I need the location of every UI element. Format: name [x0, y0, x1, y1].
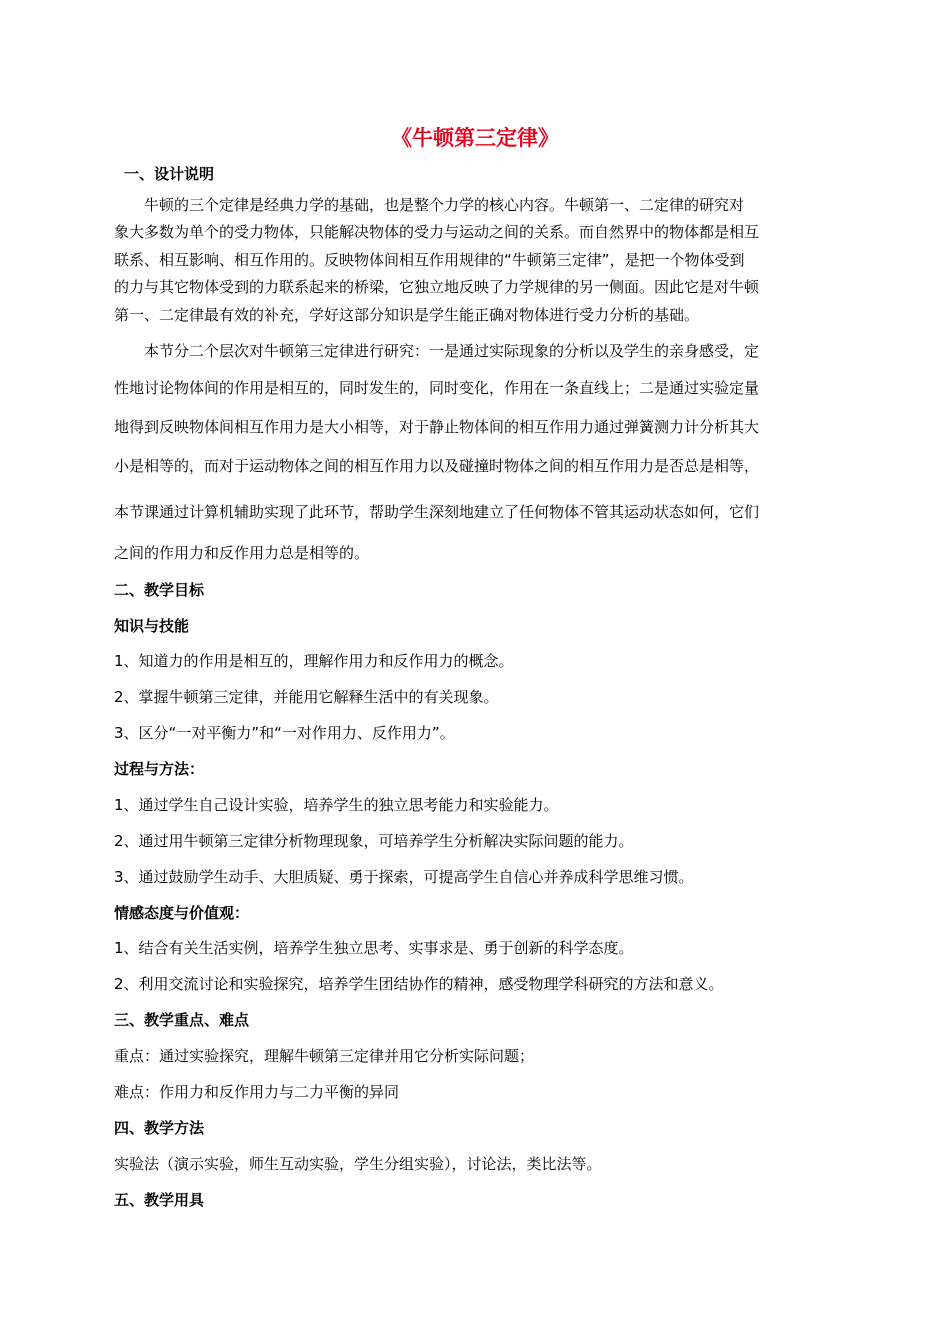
paragraph-line: 本节课通过计算机辅助实现了此环节，帮助学生深刻地建立了任何物体不管其运动状态如何，它们 — [114, 503, 760, 521]
paragraph-line: 性地讨论物体间的作用是相互的，同时发生的，同时变化，作用在一条直线上；二是通过实验定量 — [114, 379, 760, 397]
document-title: 《牛顿第三定律》 — [391, 126, 559, 150]
paragraph-line: 小是相等的，而对于运动物体之间的相互作用力以及碰撞时物体之间的相互作用力是否总是相等， — [114, 457, 760, 475]
paragraph-line: 第一、二定律最有效的补充，学好这部分知识是学生能正确对物体进行受力分析的基础。 — [114, 306, 700, 324]
paragraph-line: 联系、相互影响、相互作用的。反映物体间相互作用规律的“牛顿第三定律”，是把一个物体受到 — [114, 251, 745, 269]
section-heading-tools: 五、教学用具 — [114, 1191, 205, 1209]
list-item: 3、通过鼓励学生动手、大胆质疑、勇于探索，可提高学生自信心并养成科学思维习惯。 — [114, 868, 694, 886]
paragraph-line: 象大多数为单个的受力物体，只能解决物体的受力与运动之间的关系。而自然界中的物体都是相互 — [114, 223, 760, 241]
list-item: 2、掌握牛顿第三定律，并能用它解释生活中的有关现象。 — [114, 688, 499, 706]
list-item: 2、利用交流讨论和实验探究，培养学生团结协作的精神，感受物理学科研究的方法和意义。 — [114, 975, 724, 993]
key-point-text: 重点：通过实验探究，理解牛顿第三定律并用它分析实际问题； — [114, 1047, 535, 1065]
paragraph-line: 之间的作用力和反作用力总是相等的。 — [114, 544, 370, 562]
list-item: 2、通过用牛顿第三定律分析物理现象，可培养学生分析解决实际问题的能力。 — [114, 832, 634, 850]
section-heading-key-points: 三、教学重点、难点 — [114, 1011, 250, 1029]
paragraph-line: 本节分二个层次对牛顿第三定律进行研究：一是通过实际现象的分析以及学生的亲身感受，定 — [144, 342, 760, 360]
list-item: 3、区分“一对平衡力”和“一对作用力、反作用力”。 — [114, 724, 455, 742]
paragraph-line: 地得到反映物体间相互作用力是大小相等，对于静止物体间的相互作用力通过弹簧测力计分析其大 — [114, 418, 760, 436]
list-item: 1、通过学生自己设计实验，培养学生的独立思考能力和实验能力。 — [114, 796, 559, 814]
methods-text: 实验法（演示实验，师生互动实验，学生分组实验），讨论法，类比法等。 — [114, 1155, 602, 1173]
difficult-point-text: 难点：作用力和反作用力与二力平衡的异同 — [114, 1083, 400, 1101]
subheading-knowledge: 知识与技能 — [114, 617, 190, 635]
subheading-emotion: 情感态度与价值观： — [114, 904, 250, 922]
section-heading-methods: 四、教学方法 — [114, 1119, 205, 1137]
paragraph-line: 的力与其它物体受到的力联系起来的桥梁，它独立地反映了力学规律的另一侧面。因此它是对牛顿 — [114, 278, 760, 296]
subheading-process: 过程与方法： — [114, 760, 205, 778]
section-heading-objectives: 二、教学目标 — [114, 581, 205, 599]
section-heading-design: 一、设计说明 — [124, 165, 215, 183]
paragraph-line: 牛顿的三个定律是经典力学的基础，也是整个力学的核心内容。牛顿第一、二定律的研究对 — [144, 196, 745, 214]
list-item: 1、知道力的作用是相互的，理解作用力和反作用力的概念。 — [114, 652, 514, 670]
list-item: 1、结合有关生活实例，培养学生独立思考、实事求是、勇于创新的科学态度。 — [114, 939, 634, 957]
